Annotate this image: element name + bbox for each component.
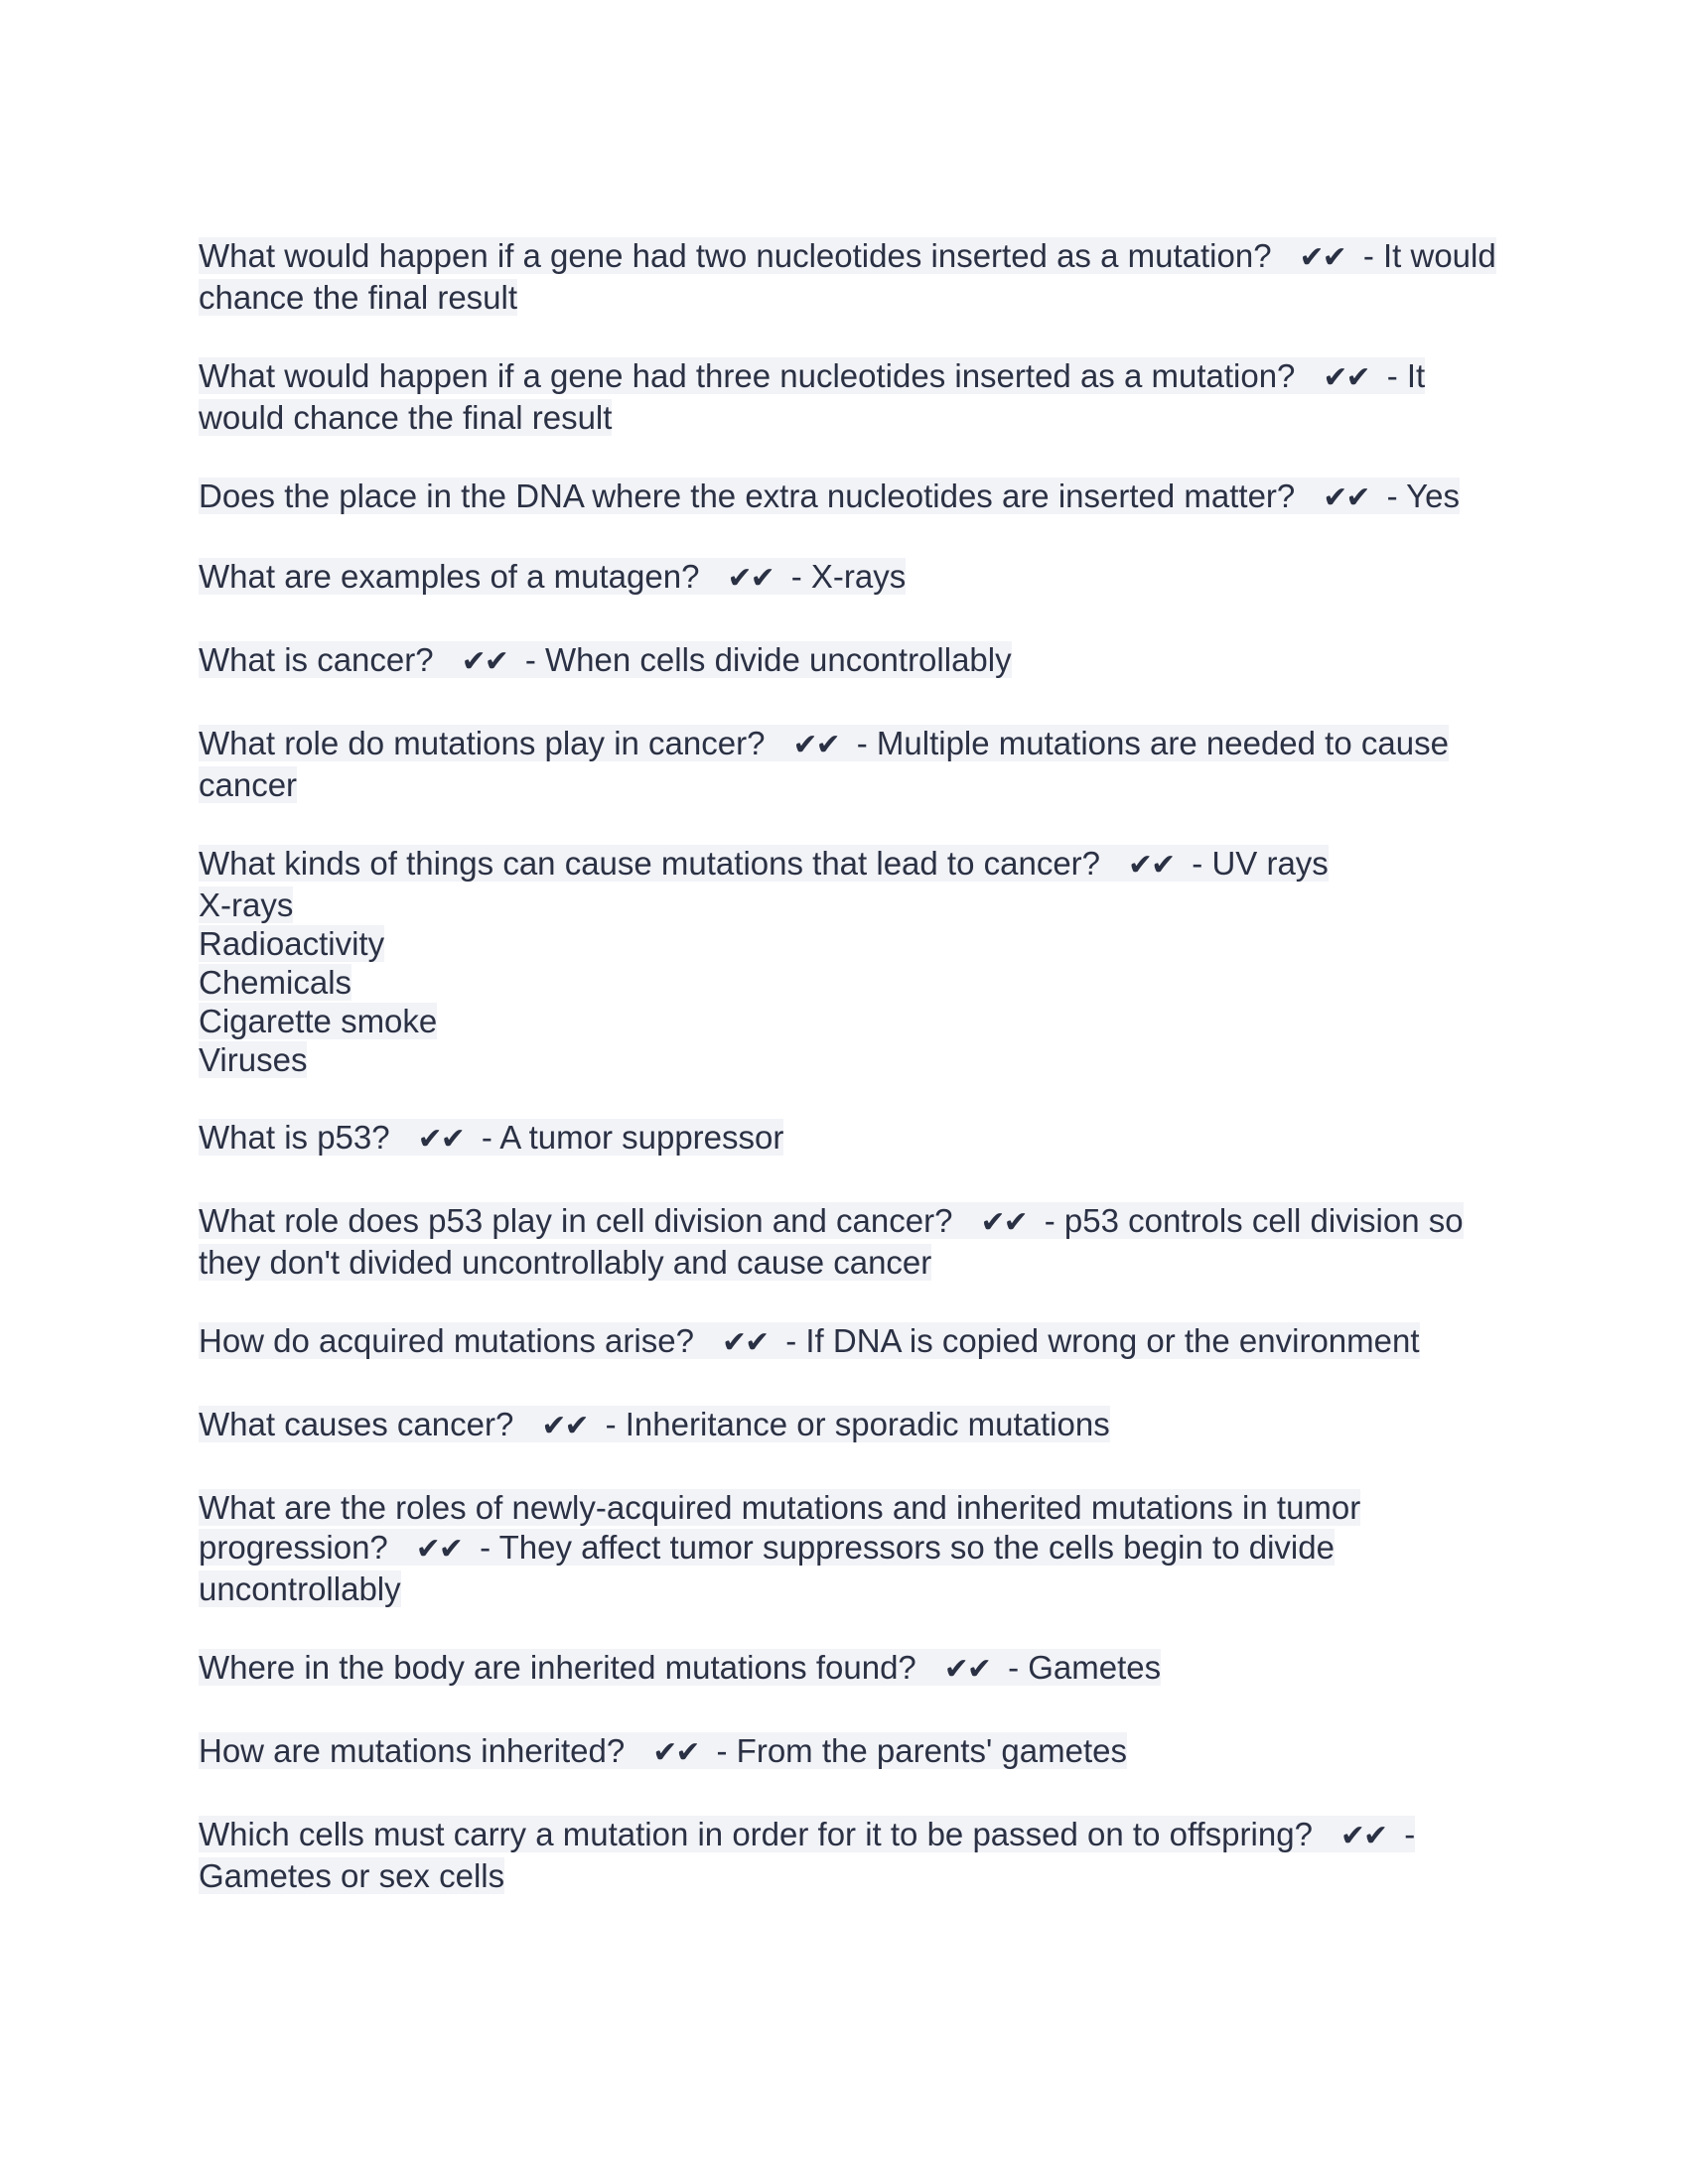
qa-item [199,1488,1499,1609]
double-check-icon: ✔✔ [461,644,507,679]
qa-item [199,236,1499,318]
double-check-icon: ✔✔ [727,561,774,596]
double-check-icon: ✔✔ [1339,1819,1387,1853]
double-check-icon: ✔✔ [1299,240,1345,275]
double-check-icon: ✔✔ [1128,848,1175,883]
double-check-icon: ✔✔ [1323,360,1369,395]
double-check-icon: ✔✔ [415,1532,463,1567]
answer-text: - p53 controls cell division so they don't divided uncontrollably and cause cancer [199,1202,1464,1281]
question-text: What is p53? [199,1119,390,1156]
answer-list-item: X-rays [199,887,294,923]
answer-text: - They affect tumor suppressors so the cells begin to divide uncontrollably [199,1529,1335,1607]
qa-item [199,557,1499,599]
answer-text: - When cells divide uncontrollably [524,641,1012,678]
double-check-icon: ✔✔ [943,1652,991,1687]
double-check-icon: ✔✔ [652,1735,699,1770]
qa-item [199,477,1499,518]
answer-text: - From the parents' gametes [716,1732,1127,1769]
question-text: What would happen if a gene had two nucleotides inserted as a mutation? [199,237,1272,274]
double-check-icon: ✔✔ [792,728,839,762]
question-text: What would happen if a gene had three nucleotides inserted as a mutation? [199,357,1296,394]
question-text: What are the roles of newly-acquired mutations and inherited mutations in tumor progression? [199,1489,1361,1566]
question-text: How do acquired mutations arise? [199,1322,694,1359]
question-text: What kinds of things can cause mutations that lead to cancer? [199,845,1101,882]
answer-text: - Gametes or sex cells [199,1816,1416,1894]
qa-item [199,1405,1499,1446]
answer-text: - Inheritance or sporadic mutations [605,1406,1110,1442]
answer-text: - Gametes [1008,1649,1162,1686]
answer-text: - Yes [1386,478,1460,514]
answer-text: - If DNA is copied wrong or the environment [785,1322,1420,1359]
question-text: What is cancer? [199,641,434,678]
double-check-icon: ✔✔ [417,1122,464,1157]
answer-list-item: Cigarette smoke [199,1003,438,1039]
question-text: How are mutations inherited? [199,1732,626,1769]
answer-list-item: Radioactivity [199,925,385,962]
qa-item [199,1731,1499,1773]
answer-text: - UV rays [1192,845,1329,882]
double-check-icon: ✔✔ [1323,480,1369,515]
qa-item [199,1118,1499,1160]
question-text: Which cells must carry a mutation in order for it to be passed on to offspring? [199,1816,1313,1852]
qa-item [199,1815,1499,1896]
question-text: What role does p53 play in cell division and cancer? [199,1202,953,1239]
flashcard-page [199,236,1499,1935]
double-check-icon: ✔✔ [541,1409,588,1443]
double-check-icon: ✔✔ [980,1205,1027,1240]
answer-text: - It would chance the final result [199,237,1496,316]
question-text: What causes cancer? [199,1406,514,1442]
qa-item [199,356,1499,438]
answer-text: - A tumor suppressor [481,1119,784,1156]
answer-text: - X-rays [790,558,907,595]
answer-text: - Multiple mutations are needed to cause cancer [199,725,1449,803]
qa-item [199,844,1499,1079]
qa-item [199,1648,1499,1690]
question-text: Where in the body are inherited mutations found? [199,1649,916,1686]
question-text: What role do mutations play in cancer? [199,725,766,761]
qa-item [199,724,1499,805]
answer-list-item: Chemicals [199,964,352,1001]
question-text: What are examples of a mutagen? [199,558,700,595]
double-check-icon: ✔✔ [721,1325,769,1360]
qa-item [199,1201,1499,1283]
answer-text: - It would chance the final result [199,357,1426,436]
qa-item [199,1321,1499,1363]
question-text: Does the place in the DNA where the extra nucleotides are inserted matter? [199,478,1296,514]
answer-list-item: Viruses [199,1041,308,1078]
qa-item [199,640,1499,682]
